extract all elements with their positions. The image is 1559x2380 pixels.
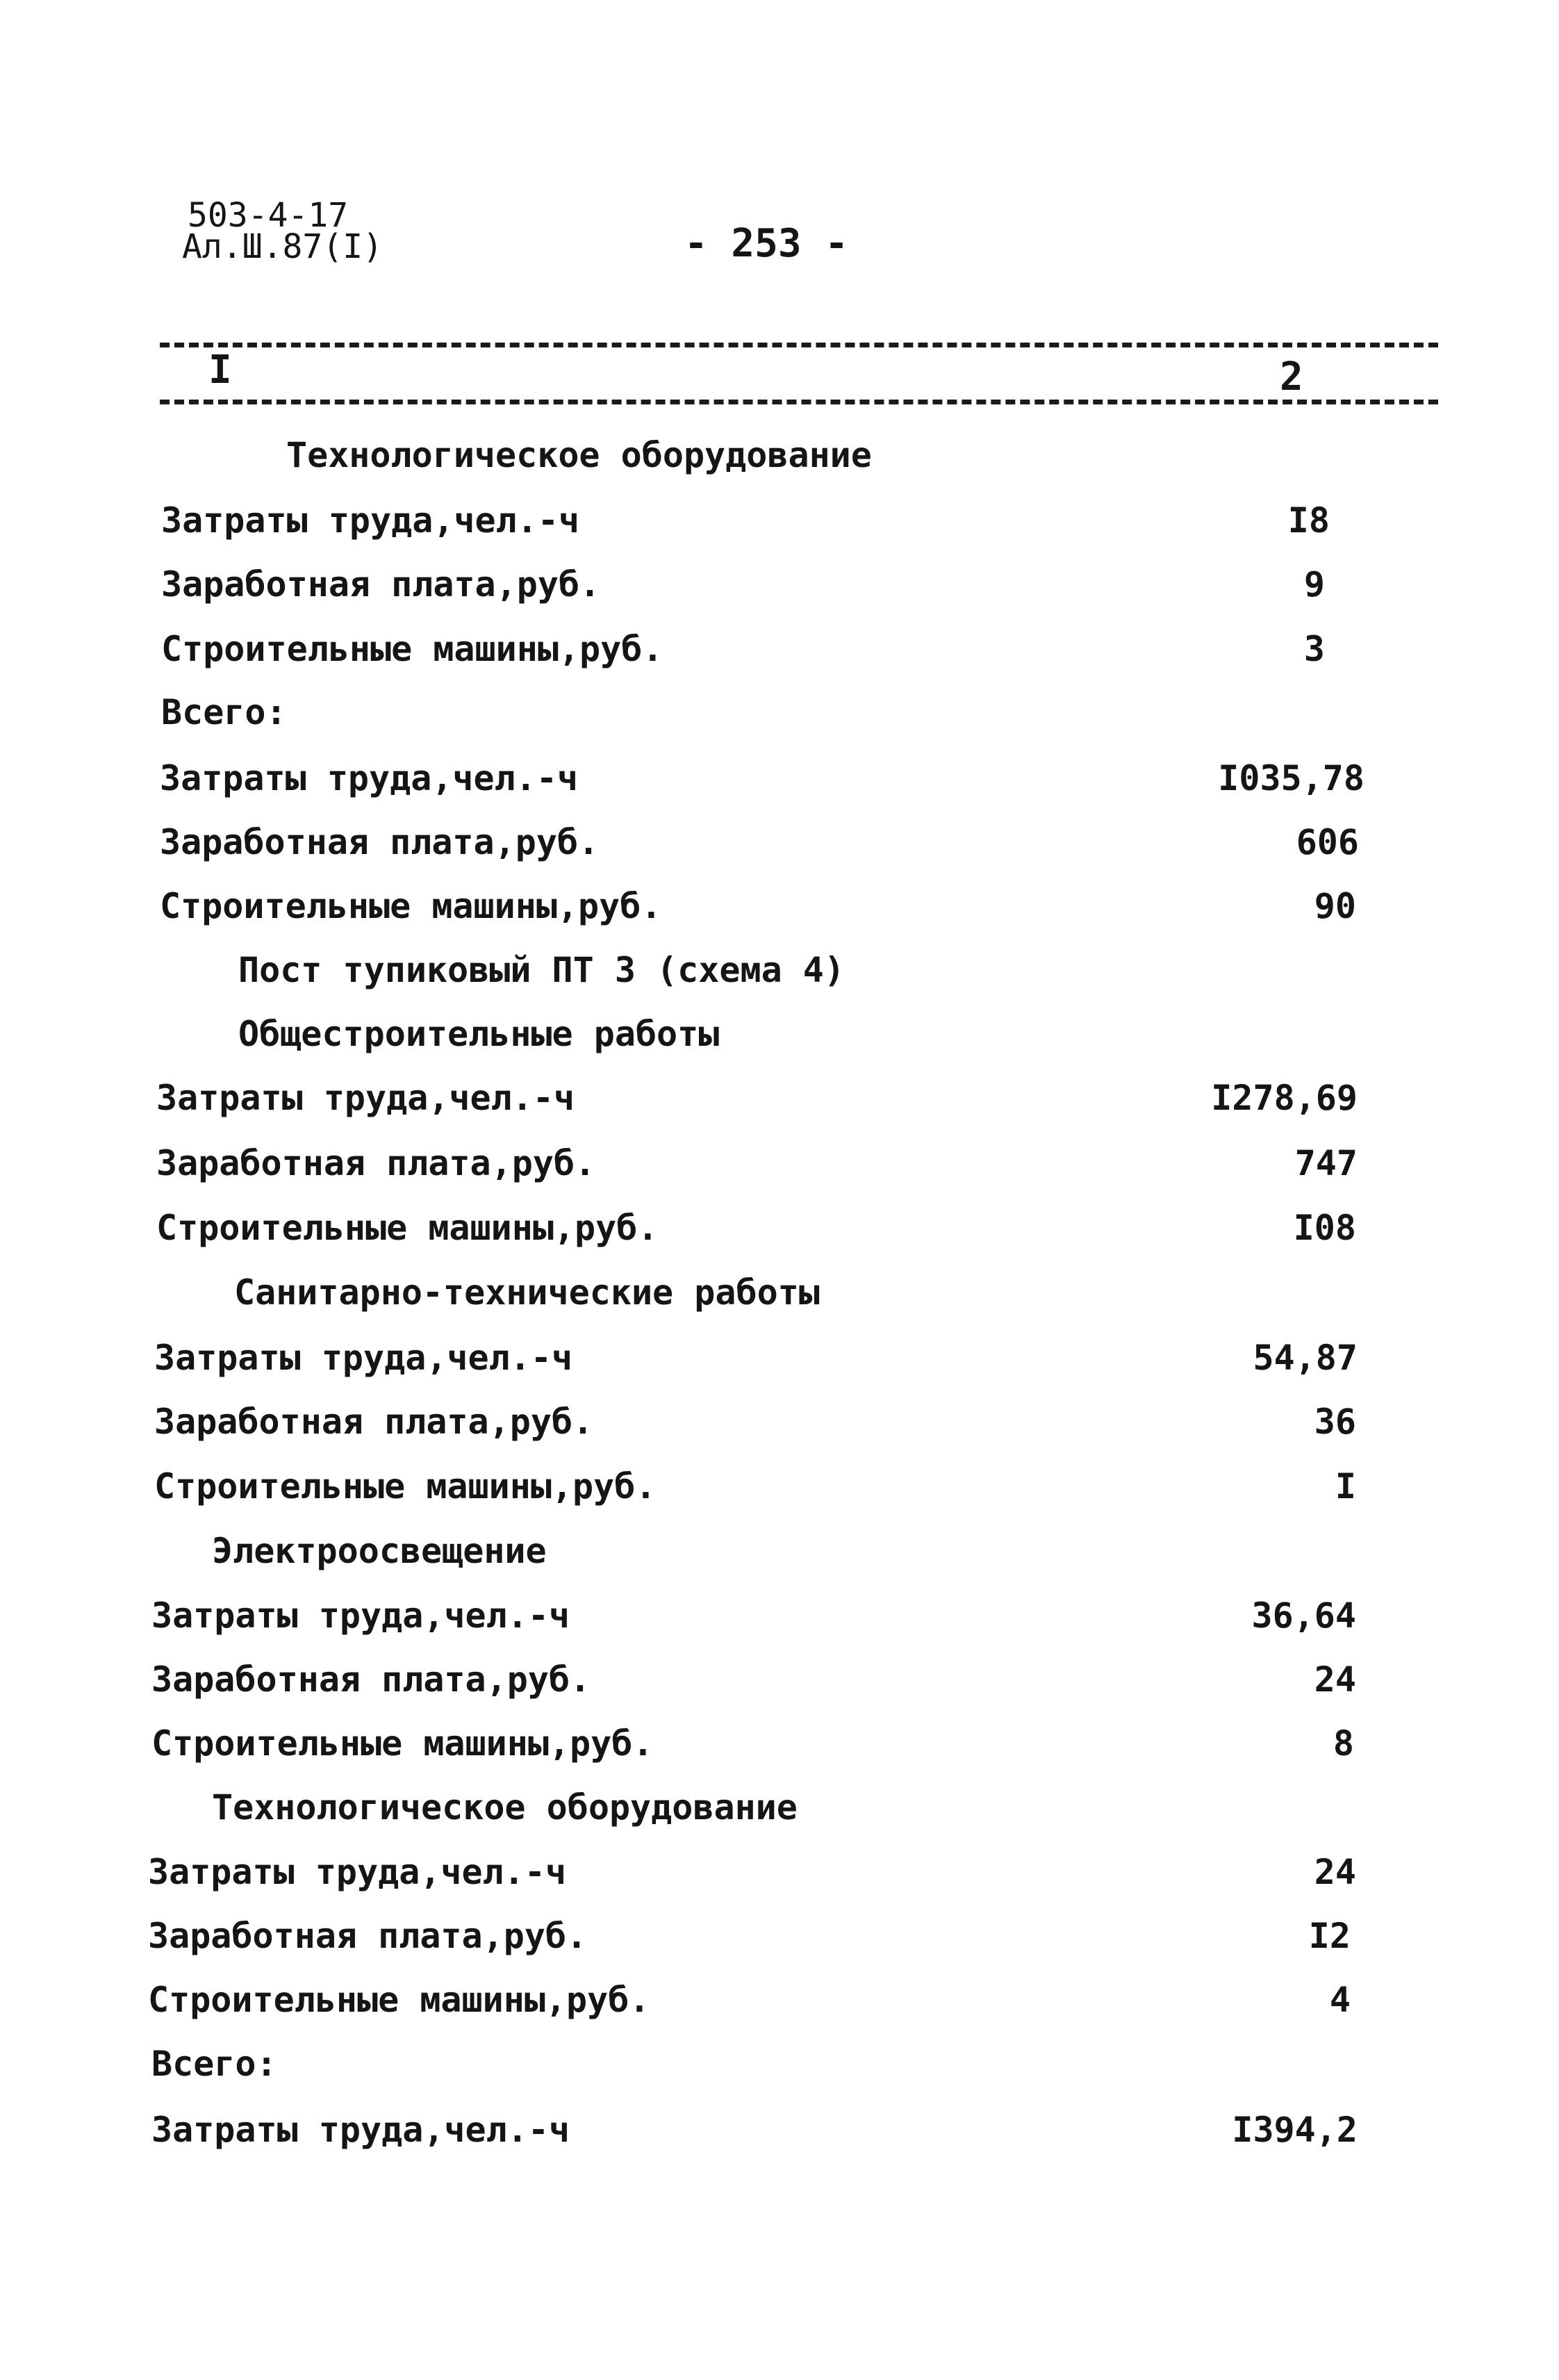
table-header-rule bbox=[160, 400, 1438, 404]
table-row bbox=[0, 1908, 1559, 1964]
row-label: Заработная плата,руб. bbox=[151, 1659, 591, 1700]
row-value: 4 bbox=[1329, 1980, 1351, 2020]
row-value: 9 bbox=[1303, 564, 1325, 605]
table-row bbox=[0, 2036, 1559, 2092]
table-row bbox=[0, 1523, 1559, 1579]
row-value: I08 bbox=[1293, 1208, 1356, 1248]
row-label: Строительные машины,руб. bbox=[148, 1980, 650, 2020]
table-row bbox=[0, 1006, 1559, 1062]
section-heading: Всего: bbox=[161, 692, 287, 732]
table-row bbox=[0, 1070, 1559, 1126]
row-label: Строительные машины,руб. bbox=[151, 1723, 654, 1764]
section-heading: Технологическое оборудование bbox=[212, 1787, 798, 1828]
table-row bbox=[0, 1265, 1559, 1320]
table-row bbox=[0, 1200, 1559, 1256]
row-label: Затраты труда,чел.-ч bbox=[151, 1595, 570, 1636]
row-value: 36,64 bbox=[1251, 1595, 1356, 1636]
table-row bbox=[0, 942, 1559, 998]
row-label: Затраты труда,чел.-ч bbox=[160, 758, 579, 798]
row-value: 8 bbox=[1333, 1723, 1354, 1764]
document-code: 503-4-17 bbox=[188, 196, 349, 235]
section-heading: Санитарно-технические работы bbox=[234, 1272, 820, 1313]
row-value: 54,87 bbox=[1253, 1338, 1358, 1378]
table-top-rule bbox=[160, 343, 1438, 347]
table-row bbox=[0, 493, 1559, 548]
row-label: Заработная плата,руб. bbox=[156, 1143, 596, 1183]
row-value: 747 bbox=[1294, 1143, 1358, 1183]
column-header-2: 2 bbox=[1280, 354, 1303, 400]
table-row bbox=[0, 2102, 1559, 2158]
table-row bbox=[0, 621, 1559, 677]
row-label: Заработная плата,руб. bbox=[154, 1402, 594, 1442]
row-value: I8 bbox=[1287, 500, 1330, 541]
page-number: - 253 - bbox=[684, 221, 849, 266]
table-row bbox=[0, 1459, 1559, 1514]
section-heading: Общестроительные работы bbox=[238, 1014, 720, 1054]
column-header-1: I bbox=[208, 347, 232, 393]
table-row bbox=[0, 1716, 1559, 1771]
table-row bbox=[0, 1652, 1559, 1707]
row-label: Строительные машины,руб. bbox=[156, 1208, 659, 1248]
row-label: Заработная плата,руб. bbox=[161, 564, 601, 605]
row-value: I2 bbox=[1308, 1916, 1351, 1956]
row-value: 24 bbox=[1314, 1659, 1356, 1700]
table-row bbox=[0, 557, 1559, 612]
table-row bbox=[0, 878, 1559, 934]
row-label: Затраты труда,чел.-ч bbox=[161, 500, 580, 541]
section-heading: Технологическое оборудование bbox=[286, 435, 872, 475]
row-label: Заработная плата,руб. bbox=[160, 822, 600, 862]
row-value: 3 bbox=[1303, 629, 1325, 669]
table-row bbox=[0, 1135, 1559, 1191]
table-row bbox=[0, 684, 1559, 740]
table-row bbox=[0, 1844, 1559, 1900]
row-value: I278,69 bbox=[1211, 1078, 1358, 1118]
section-heading: Электроосвещение bbox=[212, 1531, 547, 1571]
section-heading: Пост тупиковый ПТ 3 (схема 4) bbox=[238, 950, 845, 990]
row-value: I bbox=[1335, 1466, 1356, 1507]
row-label: Затраты труда,чел.-ч bbox=[156, 1078, 575, 1118]
table-row bbox=[0, 1588, 1559, 1643]
row-value: 36 bbox=[1314, 1402, 1356, 1442]
row-label: Заработная плата,руб. bbox=[148, 1916, 588, 1956]
row-value: I035,78 bbox=[1218, 758, 1364, 798]
row-label: Затраты труда,чел.-ч bbox=[148, 1852, 567, 1892]
table-row bbox=[0, 750, 1559, 806]
row-value: 90 bbox=[1314, 886, 1356, 926]
row-value: 24 bbox=[1314, 1852, 1356, 1892]
table-row bbox=[0, 427, 1559, 483]
section-heading: Всего: bbox=[151, 2044, 277, 2084]
row-label: Строительные машины,руб. bbox=[161, 629, 663, 669]
row-label: Затраты труда,чел.-ч bbox=[151, 2110, 570, 2150]
row-label: Строительные машины,руб. bbox=[160, 886, 662, 926]
album-reference: Ал.Ш.87(I) bbox=[182, 227, 383, 266]
table-row bbox=[0, 814, 1559, 870]
row-value: 606 bbox=[1296, 822, 1359, 862]
table-row bbox=[0, 1330, 1559, 1386]
row-label: Строительные машины,руб. bbox=[154, 1466, 657, 1507]
table-row bbox=[0, 1780, 1559, 1835]
row-label: Затраты труда,чел.-ч bbox=[154, 1338, 573, 1378]
table-row bbox=[0, 1394, 1559, 1450]
table-row bbox=[0, 1972, 1559, 2028]
row-value: I394,2 bbox=[1232, 2110, 1358, 2150]
